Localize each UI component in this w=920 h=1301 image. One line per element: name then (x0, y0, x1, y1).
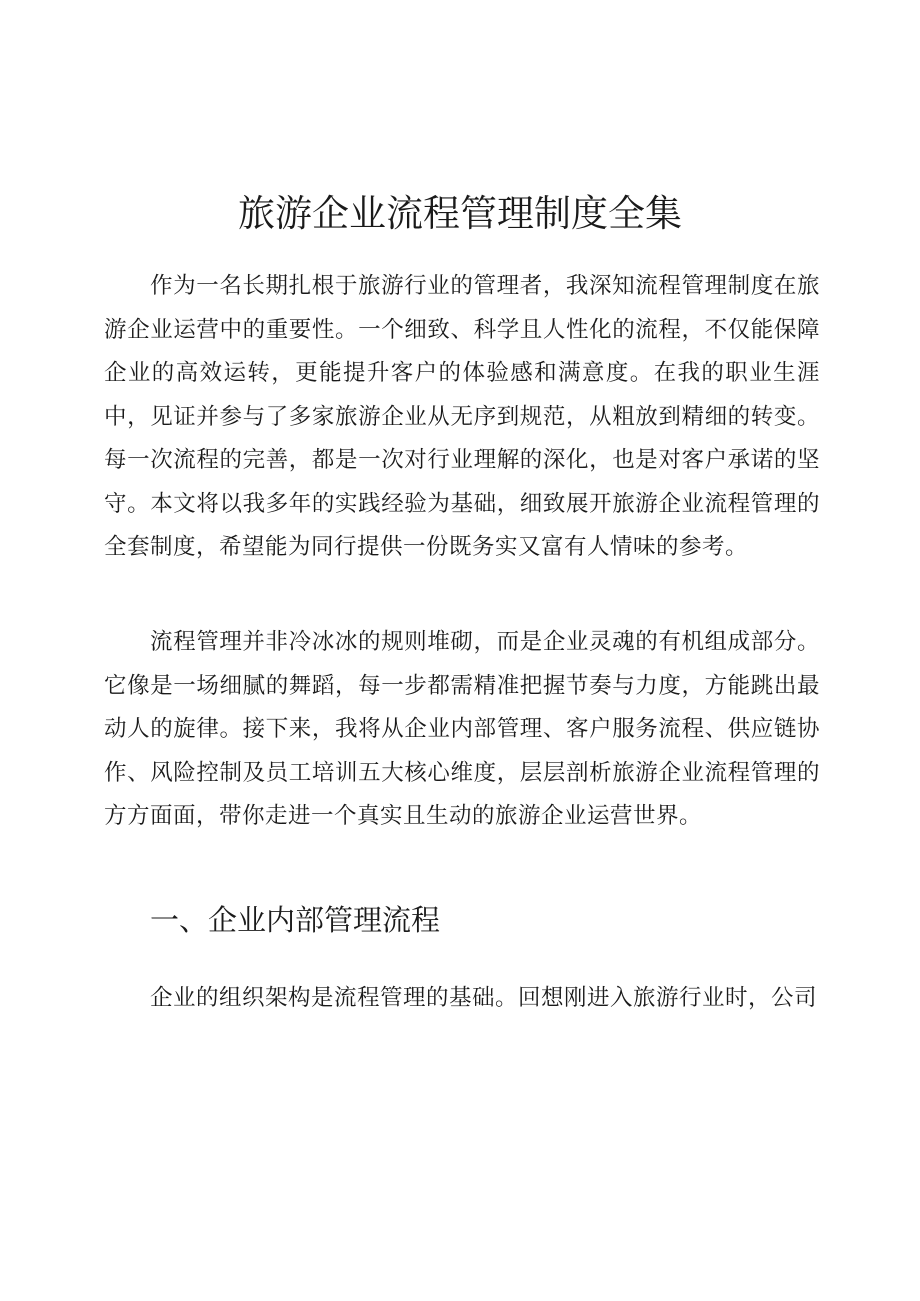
intro-paragraph-1: 作为一名长期扎根于旅游行业的管理者，我深知流程管理制度在旅游企业运营中的重要性。一个细致、科学且人性化的流程，不仅能保障企业的高效运转，更能提升客户的体验感和满意度。在我的职业生涯中，见证并参与了多家旅游企业从无序到规范，从粗放到精细的转变。每一次流程的完善，都是一次对行业理解的深化，也是对客户承诺的坚守。本文将以我多年的实践经验为基础，细致展开旅游企业流程管理的全套制度，希望能为同行提供一份既务实又富有人情味的参考。 (104, 273, 820, 560)
intro-paragraph-2: 流程管理并非冷冰冰的规则堆砌，而是企业灵魂的有机组成部分。它像是一场细腻的舞蹈，每一步都需精准把握节奏与力度，方能跳出最动人的旋律。接下来，我将从企业内部管理、客户服务流程、供应链协作、风险控制及员工培训五大核心维度，层层剖析旅游企业流程管理的方方面面，带你走进一个真实且生动的旅游企业运营世界。 (104, 629, 820, 829)
section-1-paragraph: 企业的组织架构是流程管理的基础。回想刚进入旅游行业时，公司 (150, 985, 818, 1011)
section-heading-1: 一、企业内部管理流程 (150, 903, 441, 937)
document-title: 旅游企业流程管理制度全集 (238, 192, 682, 235)
